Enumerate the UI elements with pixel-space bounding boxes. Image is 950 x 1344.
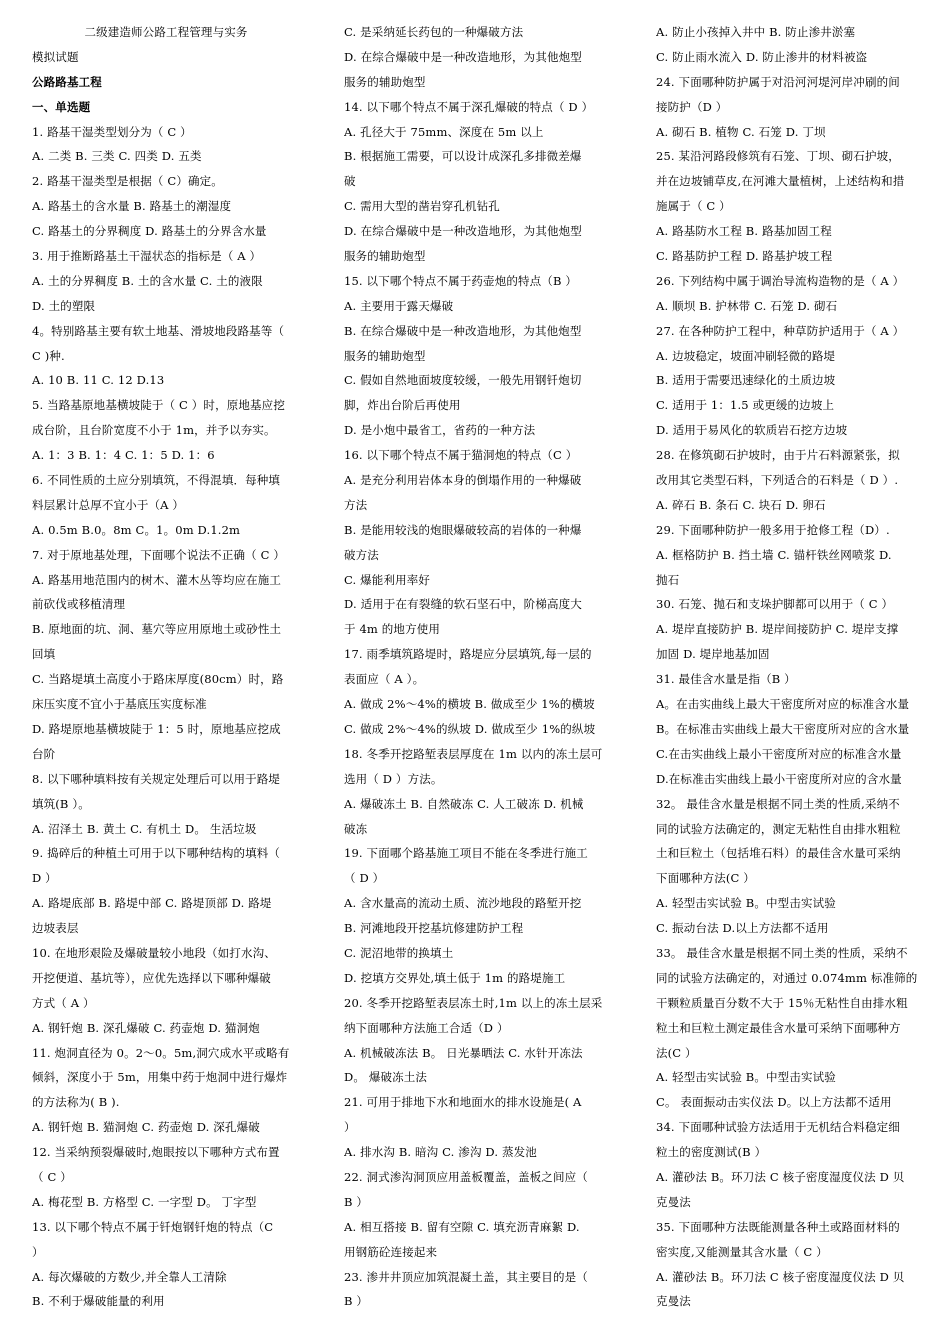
text-line: C. 路基防护工程 D. 路基护坡工程: [656, 249, 833, 264]
section-heading: 一、单选题: [32, 99, 91, 114]
text-line: C. 爆能利用率好: [344, 572, 431, 587]
text-line: A. 砌石 B. 植物 C. 石笼 D. 丁坝: [656, 124, 826, 139]
text-line: A. 轻型击实试验 B。中型击实试验: [656, 896, 836, 911]
text-line: D ）: [32, 871, 57, 886]
text-line: D. 在综合爆破中是一种改造地形，为其他炮型: [344, 224, 582, 239]
text-line: 23. 渗井井顶应加筑混凝土盖，其主要目的是（: [344, 1269, 588, 1284]
text-column-left: [32, 20, 300, 1314]
text-line: 模拟试题: [32, 49, 79, 64]
text-line: 方式（ A ）: [32, 995, 95, 1010]
text-line: A. 0.5m B.0。8m C。1。0m D.1.2m: [32, 522, 241, 537]
text-line: 加固 D. 堤岸地基加固: [656, 647, 770, 662]
text-line: 于 4m 的地方使用: [344, 622, 441, 637]
text-line: 破: [344, 174, 356, 189]
text-line: 并在边坡铺草皮,在河滩大量植树，上述结构和措: [656, 174, 905, 189]
text-line: A. 钢钎炮 B. 深孔爆破 C. 药壶炮 D. 猫洞炮: [32, 1020, 260, 1035]
text-line: A. 是充分利用岩体本身的倒塌作用的一种爆破: [344, 473, 582, 488]
text-line: 脚，炸出台阶后再使用: [344, 398, 461, 413]
text-line: 21. 可用于排地下水和地面水的排水设施是( A: [344, 1095, 582, 1110]
text-line: 开挖便道、基坑等），应优先选择以下哪种爆破: [32, 970, 271, 985]
text-line: B。在标准击实曲线上最大干密度所对应的含水量: [656, 721, 910, 736]
text-line: 料层累计总厚不宜小于（A ）: [32, 497, 185, 512]
text-line: 27. 在各种防护工程中，种草防护适用于（ A ）: [656, 323, 905, 338]
text-line: A. 孔径大于 75mm、深度在 5m 以上: [344, 124, 544, 139]
text-line: A. 爆破冻土 B. 自然破冻 C. 人工破冻 D. 机械: [344, 796, 584, 811]
text-line: 17. 雨季填筑路堤时，路堤应分层填筑,每一层的: [344, 647, 592, 662]
text-line: C. 泥沼地带的换填土: [344, 945, 454, 960]
text-line: D. 适用于易风化的软质岩石挖方边坡: [656, 423, 848, 438]
text-line: D.在标准击实曲线上最小干密度所对应的含水量: [656, 771, 902, 786]
text-line: A. 土的分界稠度 B. 土的含水量 C. 土的液限: [32, 273, 263, 288]
text-line: 回填: [32, 647, 56, 662]
text-line: 24. 下面哪种防护属于对沿河河堤河岸冲刷的间: [656, 74, 900, 89]
text-line: D. 挖填方交界处,填土低于 1m 的路堤施工: [344, 970, 566, 985]
text-line: 克曼法: [656, 1194, 691, 1209]
text-line: A. 梅花型 B. 方格型 C. 一字型 D。 丁字型: [32, 1194, 257, 1209]
text-line: 密实度,又能测量其含水量（ C ）: [656, 1244, 828, 1259]
text-line: 33。 最佳含水量是根据不同土类的性质，采纳不: [656, 945, 908, 960]
text-line: A. 每次爆破的方数少,并全靠人工清除: [32, 1269, 227, 1284]
text-line: 12. 当采纳预裂爆破时,炮眼按以下哪种方式布置: [32, 1145, 280, 1160]
text-line: C. 路基土的分界稠度 D. 路基土的分界含水量: [32, 224, 267, 239]
text-line: A. 10 B. 11 C. 12 D.13: [32, 373, 165, 388]
text-line: C。 表面振动击实仪法 D。以上方法都不适用: [656, 1095, 892, 1110]
text-line: A. 路基用地范围内的树木、灌木丛等均应在施工: [32, 572, 282, 587]
text-line: D. 在综合爆破中是一种改造地形，为其他炮型: [344, 49, 582, 64]
text-line: D. 适用于在有裂缝的软石坚石中，阶梯高度大: [344, 597, 582, 612]
text-line: 破方法: [344, 547, 379, 562]
text-line: （ C ）: [32, 1169, 72, 1184]
text-line: A. 轻型击实试验 B。中型击实试验: [656, 1070, 836, 1085]
text-line: A. 灌砂法 B。环刀法 C 核子密度湿度仪法 D 贝: [656, 1269, 905, 1284]
text-column-middle: [344, 20, 612, 1314]
text-line: C. 振动台法 D.以上方法都不适用: [656, 921, 829, 936]
text-line: 台阶: [32, 746, 56, 761]
text-line: C. 假如自然地面坡度较缓，一般先用钢钎炮切: [344, 373, 582, 388]
text-line: 同的试验方法确定的，测定无粘性自由排水粗粒: [656, 821, 901, 836]
text-line: 床压实度不宜小于基底压实度标准: [32, 697, 207, 712]
text-line: D. 是小炮中最省工，省药的一种方法: [344, 423, 536, 438]
text-line: 服务的辅助炮型: [344, 348, 426, 363]
text-line: 粒土的密度测试(B ）: [656, 1145, 767, 1160]
text-line: 19. 下面哪个路基施工项目不能在冬季进行施工: [344, 846, 588, 861]
text-line: 破冻: [344, 821, 368, 836]
text-line: （ D ）: [344, 871, 385, 886]
text-line: ）: [344, 1120, 356, 1135]
text-line: C. 适用于 1：1.5 或更缓的边坡上: [656, 398, 835, 413]
text-line: 施属于（ C ）: [656, 199, 731, 214]
text-line: 20. 冬季开挖路堑表层冻土时,1m 以上的冻土层采: [344, 995, 603, 1010]
text-line: A. 边坡稳定，坡面冲刷轻微的路堤: [656, 348, 836, 363]
text-line: C. 做成 2%～4%的纵坡 D. 做成至少 1%的纵坡: [344, 721, 596, 736]
text-line: 服务的辅助炮型: [344, 249, 426, 264]
text-line: 接防护（D ）: [656, 99, 728, 114]
text-line: C )种.: [32, 348, 65, 363]
text-line: A. 相互搭接 B. 留有空隙 C. 填充沥青麻絮 D.: [344, 1219, 580, 1234]
text-line: A. 钢钎炮 B. 猫洞炮 C. 药壶炮 D. 深孔爆破: [32, 1120, 260, 1135]
text-line: 7. 对于原地基处理，下面哪个说法不正确（ C ）: [32, 547, 285, 562]
text-line: 倾斜，深度小于 5m，用集中药于炮洞中进行爆炸: [32, 1070, 288, 1085]
text-line: 服务的辅助炮型: [344, 74, 426, 89]
text-line: A. 二类 B. 三类 C. 四类 D. 五类: [32, 149, 202, 164]
text-line: 填筑(B ）。: [32, 796, 90, 811]
text-line: 同的试验方法确定的，对通过 0.074mm 标准筛的: [656, 970, 918, 985]
text-line: A。在击实曲线上最大干密度所对应的标准含水量: [656, 697, 910, 712]
text-line: 15. 以下哪个特点不属于药壶炮的特点（B ）: [344, 273, 577, 288]
text-line: 边坡表层: [32, 921, 79, 936]
text-line: 29. 下面哪种防护一般多用于抢修工程（D）.: [656, 522, 890, 537]
text-line: 22. 洞式渗沟洞顶应用盖板覆盖，盖板之间应（: [344, 1169, 588, 1184]
text-line: 法(C ）: [656, 1045, 697, 1060]
text-line: A. 框格防护 B. 挡土墙 C. 锚杆铁丝网喷浆 D.: [656, 547, 892, 562]
text-line: 选用（ D ）方法。: [344, 771, 443, 786]
text-line: 8. 以下哪种填料按有关规定处理后可以用于路堤: [32, 771, 281, 786]
text-line: C.在击实曲线上最小干密度所对应的标准含水量: [656, 746, 902, 761]
text-line: A. 机械破冻法 B。 日光暴晒法 C. 水针开冻法: [344, 1045, 583, 1060]
text-line: B. 不利于爆破能量的利用: [32, 1294, 165, 1309]
text-line: A. 防止小孩掉入井中 B. 防止渗井淤塞: [656, 25, 856, 39]
text-line: 26. 下列结构中属于调治导流构造物的是（ A ）: [656, 273, 905, 288]
text-line: 的方法称为( B ).: [32, 1095, 120, 1110]
text-line: C. 是采纳延长药包的一种爆破方法: [344, 25, 524, 39]
text-line: 用钢筋砼连接起来: [344, 1244, 438, 1259]
text-line: 32。 最佳含水量是根据不同土类的性质,采纳不: [656, 796, 900, 811]
text-line: ）: [32, 1244, 44, 1259]
text-line: B. 河滩地段开挖基坑修建防护工程: [344, 921, 524, 936]
text-line: D. 路堤原地基横坡陡于 1：5 时，原地基应挖成: [32, 721, 281, 736]
text-line: B ）: [344, 1194, 369, 1209]
text-line: 抛石: [656, 572, 680, 587]
text-line: 11. 炮洞直径为 0。2～0。5m,洞穴成水平或略有: [32, 1045, 290, 1060]
text-line: 纳下面哪种方法施工合适（D ）: [344, 1020, 509, 1035]
text-line: 前砍伐或移植清理: [32, 597, 126, 612]
text-line: 成台阶，且台阶宽度不小于 1m，并予以夯实。: [32, 423, 276, 438]
text-line: 31. 最佳含水量是指（B ）: [656, 672, 796, 687]
text-line: C. 当路堤填土高度小于路床厚度(80cm）时，路: [32, 672, 284, 687]
text-line: D。 爆破冻土法: [344, 1070, 428, 1085]
text-line: 表面应（ A ）。: [344, 672, 425, 687]
text-line: 土和巨粒土（包括堆石料）的最佳含水量可采纳: [656, 846, 901, 861]
text-line: B. 原地面的坑、洞、墓穴等应用原地土或砂性土: [32, 622, 282, 637]
text-line: A. 顺坝 B. 护林带 C. 石笼 D. 砌石: [656, 298, 838, 313]
text-line: A. 排水沟 B. 暗沟 C. 渗沟 D. 蒸发池: [344, 1145, 537, 1160]
text-line: 30. 石笼、抛石和支垛护脚都可以用于（ C ）: [656, 597, 894, 612]
text-column-right: [656, 20, 924, 1314]
text-line: 34. 下面哪种试验方法适用于无机结合料稳定细: [656, 1120, 900, 1135]
text-line: D. 土的塑限: [32, 298, 96, 313]
text-line: 克曼法: [656, 1294, 691, 1309]
text-line: 25. 某沿河路段修筑有石笼、丁坝、砌石护坡，: [656, 149, 900, 164]
text-line: 5. 当路基原地基横坡陡于（ C ）时，原地基应挖: [32, 398, 285, 413]
text-line: 2. 路基干湿类型是根据（ C）确定。: [32, 174, 223, 189]
text-line: 13. 以下哪个特点不属于钎炮钢钎炮的特点（C: [32, 1219, 274, 1234]
text-line: A. 1：3 B. 1：4 C. 1：5 D. 1：6: [32, 448, 215, 463]
text-line: 28. 在修筑砌石护坡时，由于片石料源紧张，拟: [656, 448, 900, 463]
text-line: A. 碎石 B. 条石 C. 块石 D. 卵石: [656, 497, 826, 512]
text-line: 18. 冬季开挖路堑表层厚度在 1m 以内的冻土层可: [344, 746, 603, 761]
text-line: A. 灌砂法 B。环刀法 C 核子密度湿度仪法 D 贝: [656, 1169, 905, 1184]
section-heading: 公路路基工程: [32, 74, 102, 89]
text-line: C. 需用大型的凿岩穿孔机钻孔: [344, 199, 500, 214]
text-line: B. 在综合爆破中是一种改造地形，为其他炮型: [344, 323, 582, 338]
text-line: A. 路基防水工程 B. 路基加固工程: [656, 224, 832, 239]
text-line: 6. 不同性质的土应分别填筑，不得混填．每种填: [32, 473, 281, 488]
text-line: A. 路基土的含水量 B. 路基土的潮湿度: [32, 199, 232, 214]
text-line: A. 堤岸直接防护 B. 堤岸间接防护 C. 堤岸支撑: [656, 622, 899, 637]
text-line: 改用其它类型石料，下列适合的石料是（ D ）.: [656, 473, 899, 488]
document-title: 二级建造师公路工程管理与实务: [84, 25, 248, 39]
text-line: 4。特别路基主要有软土地基、滑坡地段路基等（: [32, 323, 285, 338]
text-line: C. 防止雨水流入 D. 防止渗井的材料被盗: [656, 49, 868, 64]
text-line: 35. 下面哪种方法既能测量各种土或路面材料的: [656, 1219, 900, 1234]
text-line: 方法: [344, 497, 368, 512]
text-line: B. 根据施工需要，可以设计成深孔多排微差爆: [344, 149, 582, 164]
text-line: A. 做成 2%～4%的横坡 B. 做成至少 1%的横坡: [344, 697, 595, 712]
text-line: A. 含水量高的流动土质、流沙地段的路堑开挖: [344, 896, 582, 911]
text-line: 干颗粒质量百分数不大于 15％无粘性自由排水粗: [656, 995, 908, 1010]
text-line: 粒土和巨粒土测定最佳含水量可采纳下面哪种方: [656, 1020, 901, 1035]
text-line: B ）: [344, 1294, 369, 1309]
text-line: B. 适用于需要迅速绿化的土质边坡: [656, 373, 836, 388]
text-line: A. 沼泽土 B. 黄土 C. 有机土 D。 生活垃圾: [32, 821, 257, 836]
text-line: 10. 在地形艰险及爆破量较小地段（如打水沟、: [32, 945, 276, 960]
text-line: A. 主要用于露天爆破: [344, 298, 454, 313]
text-line: A. 路堤底部 B. 路堤中部 C. 路堤顶部 D. 路堤: [32, 896, 272, 911]
text-line: 9. 捣碎后的种植土可用于以下哪种结构的填料（: [32, 846, 281, 861]
text-line: 下面哪种方法(C ）: [656, 871, 755, 886]
text-line: 14. 以下哪个特点不属于深孔爆破的特点（ D ）: [344, 99, 594, 114]
text-line: B. 是能用较浅的炮眼爆破较高的岩体的一种爆: [344, 522, 582, 537]
text-line: 1. 路基干湿类型划分为（ C ）: [32, 124, 192, 139]
text-line: 16. 以下哪个特点不属于猫洞炮的特点（C ）: [344, 448, 578, 463]
text-line: 3. 用于推断路基土干湿状态的指标是（ A ）: [32, 249, 262, 264]
